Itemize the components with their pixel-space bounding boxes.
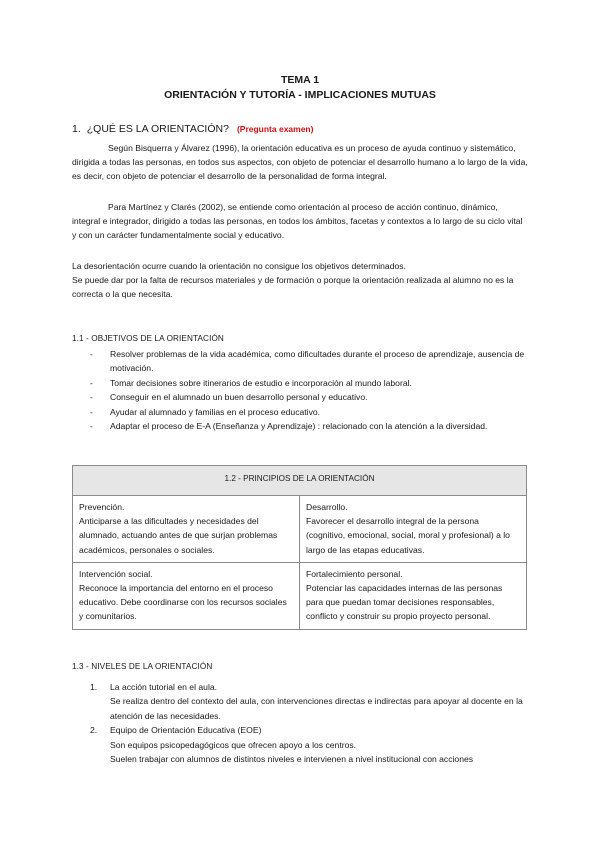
item-title: Equipo de Orientación Educativa (EOE) xyxy=(110,725,262,736)
section-number: 1. xyxy=(72,123,81,135)
principle-cell-prevention xyxy=(73,496,300,563)
section-1-1-heading: 1.1 - OBJETIVOS DE LA ORIENTACIÓN xyxy=(72,334,224,343)
doc-title: TEMA 1 xyxy=(280,74,320,86)
item-description: Son equipos psicopedagógicos que ofrecen apoyo a los centros. xyxy=(110,739,357,750)
list-item-text: Conseguir en el alumnado un buen desarrollo personal y educativo. xyxy=(110,392,368,403)
principle-cell-social-intervention xyxy=(73,562,300,629)
principle-cell-development xyxy=(300,496,527,563)
doc-subtitle: ORIENTACIÓN Y TUTORÍA - IMPLICACIONES MUTUAS xyxy=(164,89,436,101)
list-item xyxy=(90,723,530,766)
list-item-text: Ayudar al alumnado y familias en el proceso educativo. xyxy=(110,406,321,417)
disorientation-paragraph xyxy=(72,259,528,302)
list-item: - Conseguir en el alumnado un buen desarrollo personal y educativo. xyxy=(90,392,368,403)
list-item-text: Resolver problemas de la vida académica, como dificultades durante el proceso de aprendizaje, ausencia de motivación. xyxy=(110,349,525,374)
item-title: La acción tutorial en el aula. xyxy=(110,682,218,692)
list-item: - Adaptar el proceso de E-A (Enseñanza y Aprendizaje) : relacionado con la atención a la diversidad. xyxy=(90,421,488,432)
list-item: - Resolver problemas de la vida académica, como dificultades durante el proceso de aprendizaje, ausencia de motivación. xyxy=(90,349,525,374)
objectives-list xyxy=(90,347,530,433)
item-description: Se realiza dentro del contexto del aula, con intervenciones directas e indirectas para apoyar al docente en la atención de las necesidades. xyxy=(110,696,523,721)
list-item-text: Adaptar el proceso de E-A (Enseñanza y Aprendizaje) : relacionado con la atención a la diversidad. xyxy=(110,421,488,432)
cell-text: Anticiparse a las dificultades y necesidades del alumnado, actuando antes de que surjan problemas académicos, personales o sociales. xyxy=(79,516,278,555)
cell-text: Reconoce la importancia del entorno en el proceso educativo. Debe coordinarse con los recursos sociales y comunitarios. xyxy=(79,583,287,622)
table-header: 1.2 - PRINCIPIOS DE LA ORIENTACIÓN xyxy=(73,466,527,496)
section-title: ¿QUÉ ES LA ORIENTACIÓN? xyxy=(86,123,229,135)
cell-text: Favorecer el desarrollo integral de la persona (cognitivo, emocional, social, moral y profesional) a lo largo de las etapas educativas. xyxy=(306,516,510,555)
cell-title: Desarrollo. xyxy=(306,502,348,512)
definition-paragraph-1 xyxy=(72,141,528,184)
cell-text: Potenciar las capacidades internas de las personas para que puedan tomar decisiones responsables, conflicto y construir su propio proyecto personal. xyxy=(306,583,503,622)
list-item xyxy=(90,680,530,723)
paragraph-text: Para Martínez y Clarés (2002), se entiende como orientación al proceso de acción continuo, dinámico, integral e integrador, dirigido a todas las personas, en todos los ámbitos, facetas y contextos a lo largo de su ciclo vital y con un carácter fundamentalmente social y educativo. xyxy=(72,202,523,241)
cell-title: Fortalecimiento personal. xyxy=(306,568,403,579)
levels-list xyxy=(90,680,530,766)
definition-paragraph-2 xyxy=(72,200,528,243)
list-item: - Ayudar al alumnado y familias en el proceso educativo. xyxy=(90,406,321,417)
cell-title: Intervención social. xyxy=(79,568,153,579)
section-1-3-heading: 1.3 - NIVELES DE LA ORIENTACIÓN xyxy=(72,662,213,671)
paragraph-text: Se puede dar por la falta de recursos materiales y de formación o porque la orientación realizada al alumno no es la correcta o la que necesita. xyxy=(72,275,514,300)
paragraph-line: La desorientación ocurre cuando la orientación no consigue los objetivos determinados. xyxy=(72,261,406,271)
exam-tag: (Pregunta examen) xyxy=(236,124,314,134)
section-1-heading xyxy=(72,123,313,135)
principle-cell-personal-strengthening xyxy=(300,562,527,629)
cell-title: Prevención. xyxy=(79,502,125,512)
item-number: 1. xyxy=(90,682,98,692)
principles-table xyxy=(72,465,527,630)
item-description: Suelen trabajar con alumnos de distintos niveles e intervienen a nivel institucional con acciones xyxy=(110,754,474,765)
item-number: 2. xyxy=(90,725,98,736)
paragraph-text: Según Bisquerra y Álvarez (1996), la orientación educativa es un proceso de ayuda continuo y sistemático, dirigida a todas las personas, en todos sus aspectos, con objeto de potenciar el desarrollo humano a lo largo de la vida, es decir, con objeto de potenciar el desarrollo de la personalidad de forma integral. xyxy=(72,143,528,182)
list-item-text: Tomar decisiones sobre itinerarios de estudio e incorporación al mundo laboral. xyxy=(110,377,412,388)
list-item: - Tomar decisiones sobre itinerarios de estudio e incorporación al mundo laboral. xyxy=(90,377,412,388)
